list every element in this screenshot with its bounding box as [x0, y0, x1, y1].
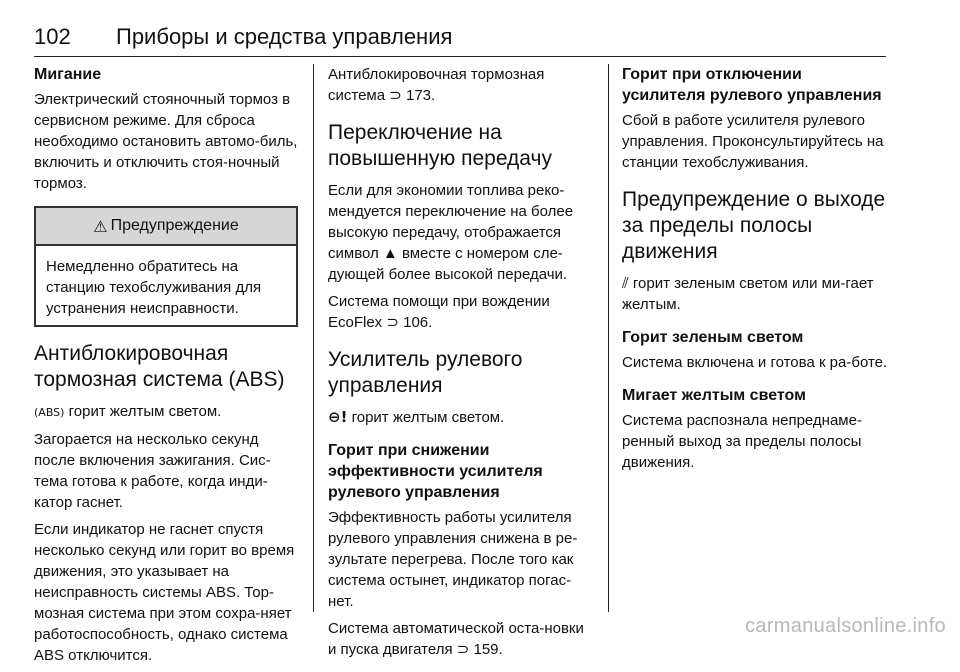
page-reference-arrow-icon: ⊃ — [389, 86, 402, 104]
column-left — [34, 64, 298, 672]
upshift-heading: Переключение на повышенную передачу — [328, 121, 552, 170]
upshift-paragraph-1: Если для экономии топлива реко-мендуется переключение на более высокую передачу, отображается символ ▲ вместе с номером сле-дующей более высокой передачи. — [328, 182, 574, 283]
blink-text: Электрический стояночный тормоз в сервисном режиме. Для сброса необходимо остановить автомо-биль, включить и отключить стоя-ночный тормоз. — [34, 91, 298, 192]
warning-triangle-icon: ⚠ — [93, 216, 108, 236]
page-header — [34, 22, 886, 57]
abs-warning-icon: (ABS) — [34, 406, 65, 419]
lane-departure-icon: ⫽ — [622, 274, 629, 292]
reduced-steering-paragraph: Эффективность работы усилителя рулевого управления снижена в ре-зультате перегрева. После того как система остынет, индикатор погас-нет. — [328, 509, 578, 610]
column-middle — [328, 64, 594, 666]
warning-header — [36, 208, 296, 246]
page-number: 102 — [34, 24, 71, 49]
steering-off-heading: Горит при отключении усилителя рулевого управления — [622, 66, 882, 104]
steering-heading: Усилитель рулевого управления — [328, 348, 523, 397]
steering-off-paragraph: Сбой в работе усилителя рулевого управления. Проконсультируйтесь на станции техобслуживания. — [622, 112, 884, 171]
abs-line1: (ABS) горит желтым светом. — [34, 403, 222, 420]
blink-heading: Мигание — [34, 66, 102, 83]
steering-line1: ⊖! горит желтым светом. — [328, 408, 505, 426]
green-heading: Горит зеленым светом — [622, 329, 804, 346]
page-title: Приборы и средства управления — [116, 24, 453, 49]
page-reference-arrow-icon: ⊃ — [456, 640, 470, 658]
lane-line1: ⫽ горит зеленым светом или ми-гает желтым. — [622, 274, 874, 313]
warning-title: Предупреждение — [110, 217, 239, 234]
lane-departure-heading: Предупреждение о выходе за пределы полосы движения — [622, 188, 886, 263]
column-right — [622, 64, 888, 479]
abs-paragraph-2: Загорается на несколько секунд после включения зажигания. Сис-тема готова к работе, когда инди-катор гаснет. — [34, 431, 271, 511]
power-steering-warning-icon: ⊖! — [328, 408, 348, 426]
autostop-reference: Система автоматической оста-новки и пуска двигателя ⊃ 159. — [328, 620, 584, 658]
yellow-paragraph: Система распознала непреднаме-ренный выход за пределы полосы движения. — [622, 412, 862, 471]
warning-box — [34, 206, 298, 327]
upshift-reference: Система помощи при вождении EcoFlex ⊃ 106. — [328, 293, 550, 331]
yellow-heading: Мигает желтым светом — [622, 387, 806, 404]
column-divider — [608, 64, 609, 612]
warning-body — [36, 246, 296, 325]
green-paragraph: Система включена и готова к ра-боте. — [622, 354, 888, 371]
abs-paragraph-3: Если индикатор не гаснет спустя несколько секунд или горит во время движения, это указывает на неисправность системы ABS. Тор-мозная система при этом сохра-няет работоспособность, однако система ABS отключится. — [34, 521, 295, 664]
watermark: carmanualsonline.info — [745, 615, 946, 637]
reduced-steering-heading: Горит при снижении эффективности усилителя рулевого управления — [328, 442, 543, 501]
abs-heading: Антиблокировочная тормозная система (ABS) — [34, 342, 285, 391]
abs-reference: Антиблокировочная тормозная система ⊃ 173. — [328, 66, 545, 104]
column-divider — [313, 64, 314, 612]
warning-text: Немедленно обратитесь на станцию техобслуживания для устранения неисправности. — [46, 258, 262, 317]
page-reference-arrow-icon: ⊃ — [386, 313, 399, 331]
